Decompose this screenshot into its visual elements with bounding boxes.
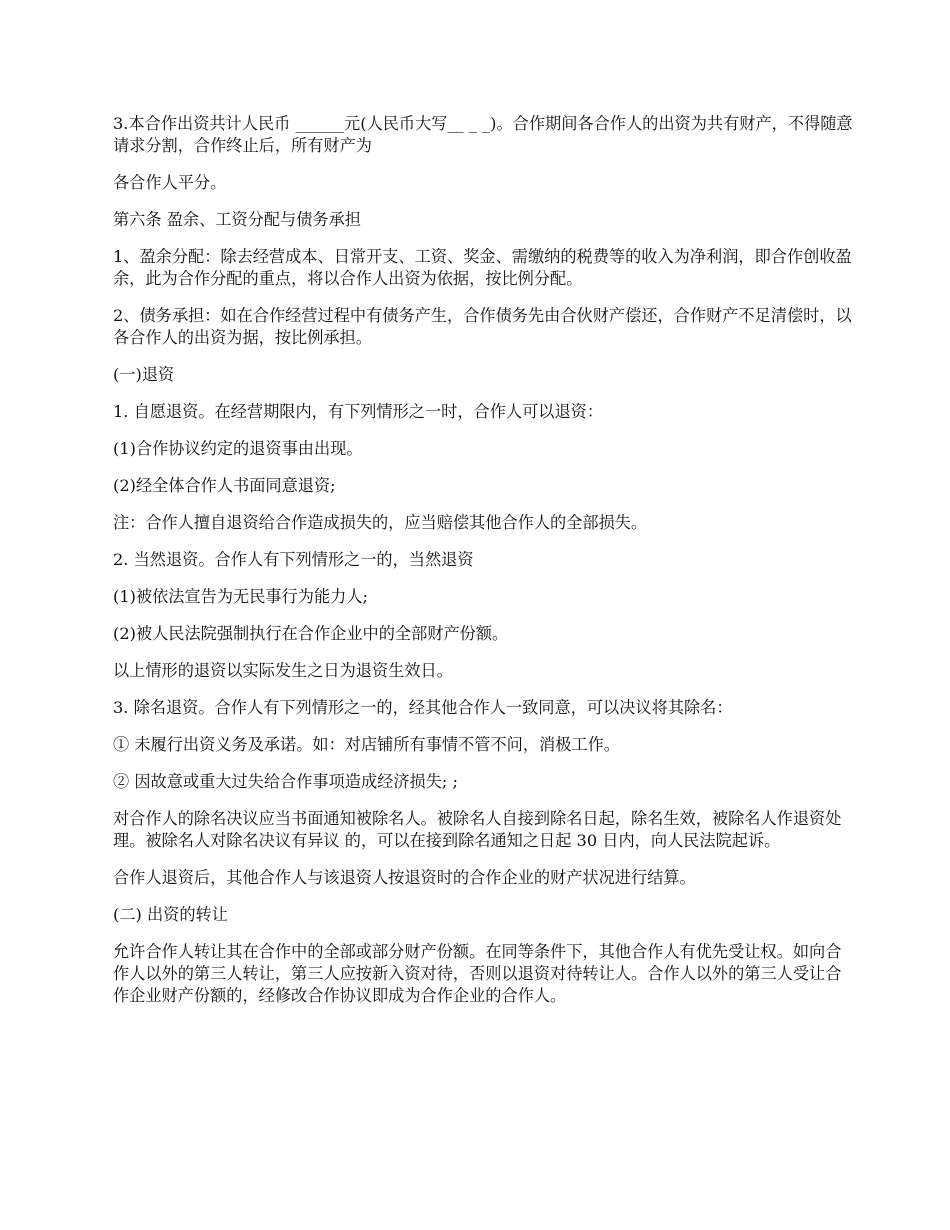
list-item-automatic-2: (2)被人民法院强制执行在合作企业中的全部财产份额。: [113, 624, 509, 643]
paragraph-transfer: 允许合作人转让其在合作中的全部或部分财产份额。在同等条件下，其他合作人有优先受让权。如向合作人以外的第三人转让，第三人应按新入资对待，否则以退资对待转让人。合作人以外的第三人受让合作企业财产份额的，经修改合作协议即成为合作企业的合作人。: [113, 942, 842, 1005]
paragraph-expulsion-notice: 对合作人的除名决议应当书面通知被除名人。被除名人自接到除名日起，除名生效，被除名人作退资处理。被除名人对除名决议有异议 的，可以在接到除名通知之日起 30 日内，向人民法院起诉。: [113, 809, 842, 850]
subheading-withdrawal: (一)退资: [113, 365, 175, 384]
list-item-automatic-1: (1)被依法宣告为无民事行为能力人;: [113, 587, 369, 606]
paragraph-effective-date: 以上情形的退资以实际发生之日为退资生效日。: [113, 661, 453, 680]
paragraph-capital-contribution: 3.本合作出资共计人民币 ______元(人民币大写__ _ _)。合作期间各合作人的出资为共有财产，不得随意请求分割，合作终止后，所有财产为: [113, 114, 853, 155]
paragraph-automatic-withdrawal: 2. 当然退资。合作人有下列情形之一的，当然退资: [113, 550, 474, 569]
paragraph-expulsion: 3. 除名退资。合作人有下列情形之一的，经其他合作人一致同意，可以决议将其除名：: [113, 698, 733, 717]
document-page: [113, 113, 853, 1022]
paragraph-settlement: 合作人退资后，其他合作人与该退资人按退资时的合作企业的财产状况进行结算。: [113, 868, 696, 887]
section-heading-article-6: 第六条 盈余、工资分配与债务承担: [113, 210, 361, 229]
paragraph-note: 注：合作人擅自退资给合作造成损失的，应当赔偿其他合作人的全部损失。: [113, 513, 648, 532]
paragraph-debt-bearing: 2、债务承担：如在合作经营过程中有债务产生，合作债务先由合伙财产偿还，合作财产不足清偿时，以各合作人的出资为据，按比例承担。: [113, 306, 852, 347]
paragraph-voluntary-withdrawal: 1. 自愿退资。在经营期限内，有下列情形之一时，合作人可以退资：: [113, 402, 604, 421]
paragraph-equal-share: 各合作人平分。: [113, 173, 227, 192]
list-item-expulsion-2: ② 因故意或重大过失给合作事项造成经济损失; ;: [113, 772, 458, 791]
subheading-transfer: (二) 出资的转让: [113, 905, 228, 924]
list-item-voluntary-1: (1)合作协议约定的退资事由出现。: [113, 439, 363, 458]
paragraph-profit-distribution: 1、盈余分配：除去经营成本、日常开支、工资、奖金、需缴纳的税费等的收入为净利润，即合作创收盈余，此为合作分配的重点，将以合作人出资为依据，按比例分配。: [113, 247, 852, 288]
list-item-voluntary-2: (2)经全体合作人书面同意退资;: [113, 476, 336, 495]
list-item-expulsion-1: ① 未履行出资义务及承诺。如：对店铺所有事情不管不问，消极工作。: [113, 735, 620, 754]
